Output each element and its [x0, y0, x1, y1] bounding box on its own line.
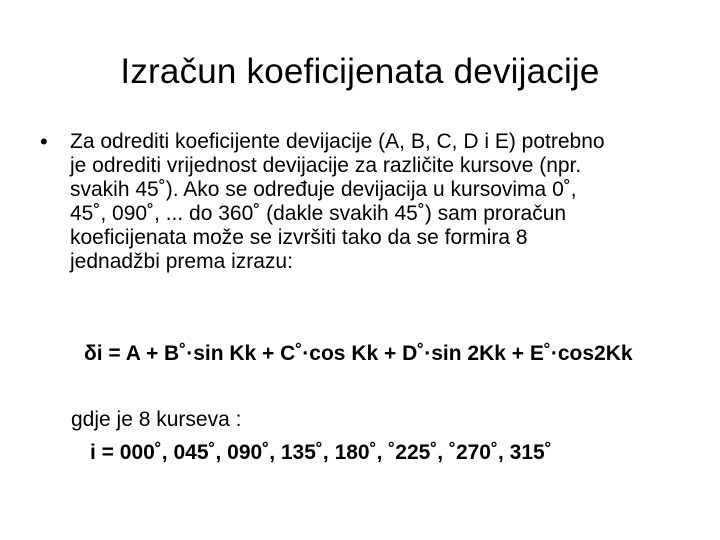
deviation-formula: δi = A + B˚·sin Kk + C˚·cos Kk + D˚·sin 2Kk + E˚·cos2Kk	[84, 342, 633, 365]
bullet-line: jednadžbi prema izrazu:	[70, 250, 293, 273]
bullet-line: Za odrediti koeficijente devijacije (A, B, C, D i E) potrebno	[70, 130, 605, 153]
slide-title: Izračun koeficijenata devijacije	[120, 52, 600, 91]
bullet-line: 45˚, 090˚, ... do 360˚ (dakle svakih 45˚) sam proračun	[70, 202, 567, 225]
bullet-marker: •	[40, 129, 48, 154]
courses-intro-text: gdje je 8 kurseva :	[71, 408, 242, 431]
courses-list: i = 000˚, 045˚, 090˚, 135˚, 180˚, ˚225˚, ˚270˚, 315˚	[90, 441, 552, 464]
bullet-line: je odrediti vrijednost devijacije za različite kursove (npr.	[70, 154, 582, 177]
bullet-line: svakih 45˚). Ako se određuje devijacija u kursovima 0˚,	[70, 178, 577, 201]
bullet-text	[70, 130, 690, 274]
bullet-line: koeficijenata može se izvršiti tako da se formira 8	[70, 226, 528, 249]
